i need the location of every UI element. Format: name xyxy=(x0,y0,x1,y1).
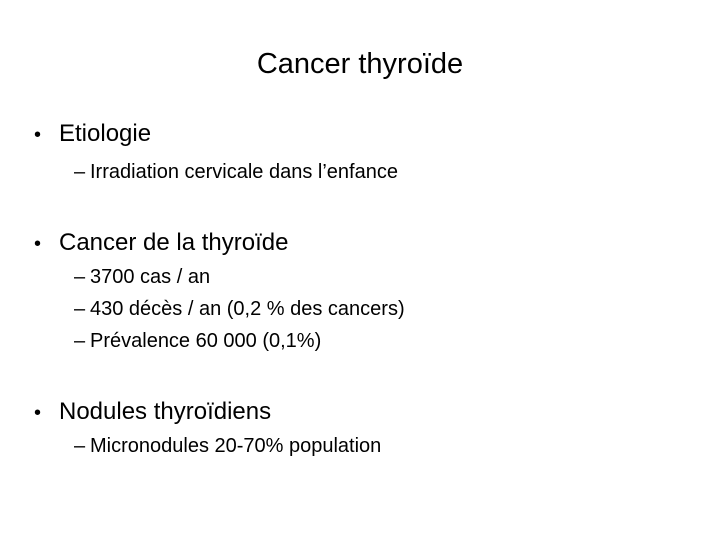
list-item-text: 3700 cas / an xyxy=(90,266,211,288)
section-heading: Nodules thyroïdiens xyxy=(59,398,272,425)
list-item xyxy=(74,328,321,354)
list-item-text: Micronodules 20-70% population xyxy=(90,435,382,457)
list-item-text: 430 décès / an (0,2 % des cancers) xyxy=(90,298,405,320)
section-nodules xyxy=(34,397,271,428)
bullet-mark: • xyxy=(34,233,42,255)
section-heading: Etiologie xyxy=(59,120,152,147)
dash-mark: – xyxy=(74,161,86,183)
bullet-mark: • xyxy=(34,124,42,146)
list-item xyxy=(74,296,405,322)
slide-title xyxy=(0,46,720,82)
dash-mark: – xyxy=(74,435,86,457)
dash-mark: – xyxy=(74,330,86,352)
list-item xyxy=(74,159,398,185)
list-item-text: Irradiation cervicale dans l’enfance xyxy=(90,161,398,183)
section-etiologie xyxy=(34,119,151,150)
list-item xyxy=(74,433,381,459)
section-cancer-thyroide xyxy=(34,228,288,259)
section-heading: Cancer de la thyroïde xyxy=(59,229,289,256)
dash-mark: – xyxy=(74,298,86,320)
slide-title-text: Cancer thyroïde xyxy=(256,48,464,80)
list-item-text: Prévalence 60 000 (0,1%) xyxy=(90,330,322,352)
dash-mark: – xyxy=(74,266,86,288)
list-item xyxy=(74,264,210,290)
bullet-mark: • xyxy=(34,402,42,424)
